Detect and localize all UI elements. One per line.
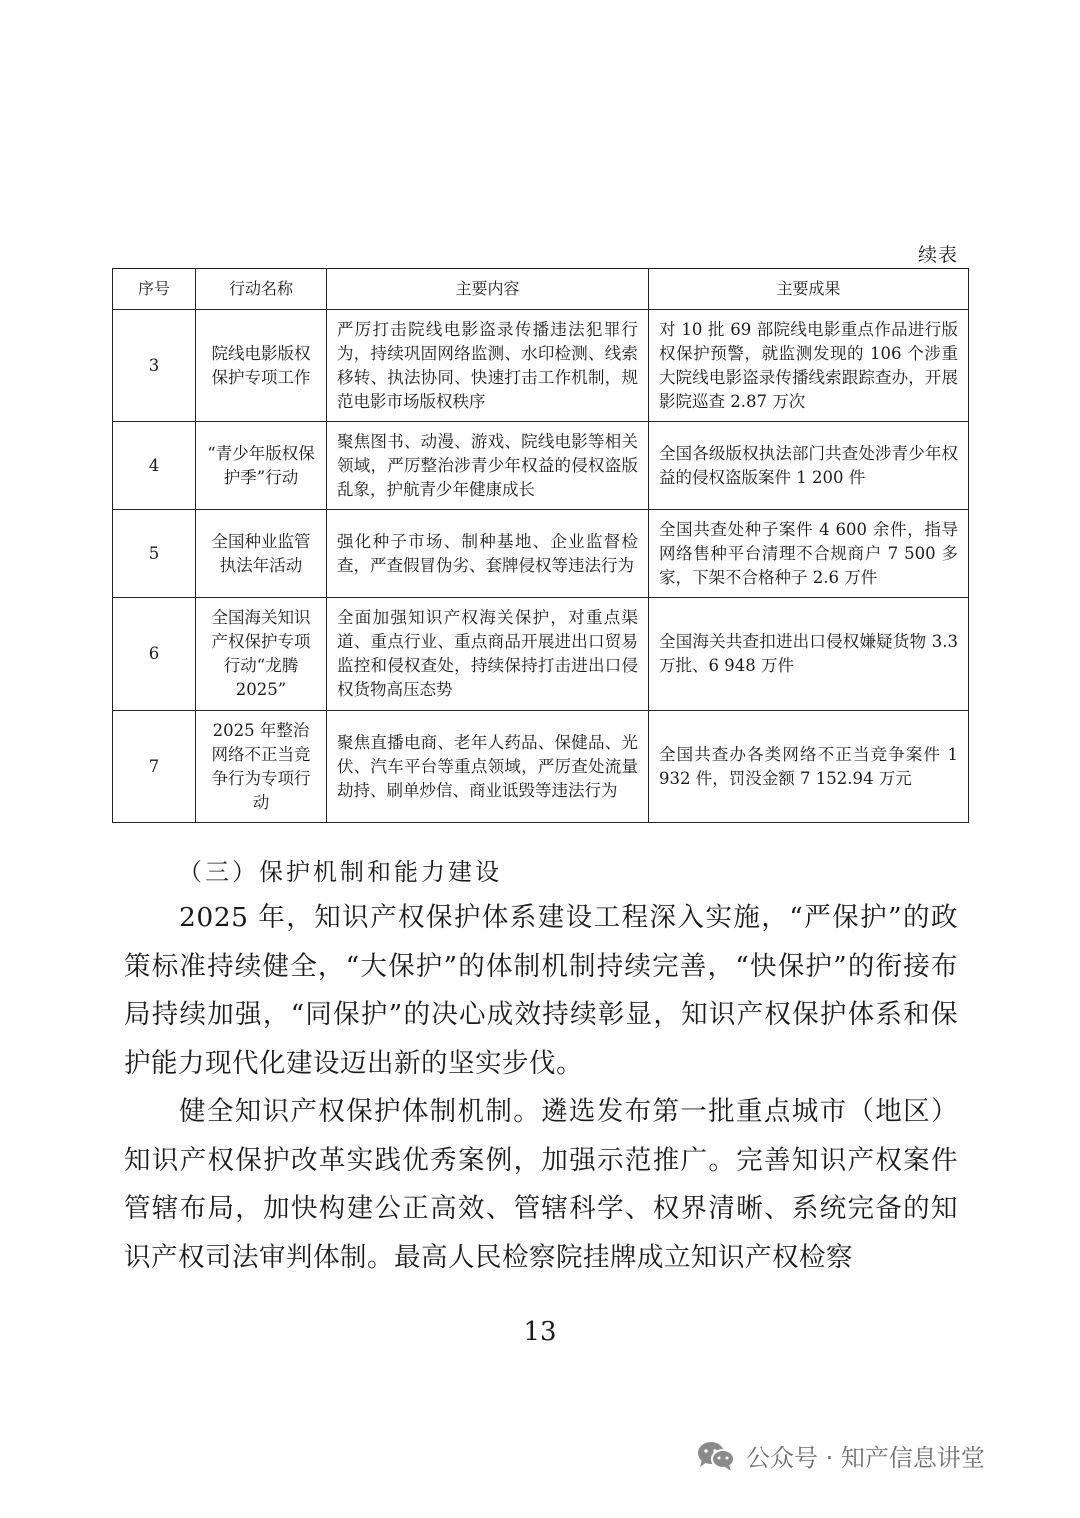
row-result: 全国共查处种子案件 4 600 余件，指导网络售种平台清理不合规商户 7 500 多家，下架不合格种子 2.6 万件 [649,510,969,598]
table-row [113,510,969,598]
row-index: 7 [113,711,196,823]
watermark [696,1438,985,1473]
wechat-icon [696,1440,736,1472]
row-content: 聚焦图书、动漫、游戏、院线电影等相关领域，严厉整治涉青少年权益的侵权盗版乱象，护航青少年健康成长 [327,422,649,510]
row-index: 4 [113,422,196,510]
section-heading: （三）保护机制和能力建设 [178,858,502,886]
body-paragraph: 2025 年，知识产权保护体系建设工程深入实施，“严保护”的政策标准持续健全，“大保护”的体制机制持续完善，“快保护”的衔接布局持续加强，“同保护”的决心成效持续彰显，知识产权保护体系和保护能力现代化建设迈出新的坚实步伐。 [124,902,958,1079]
row-content: 严厉打击院线电影盗录传播违法犯罪行为，持续巩固网络监测、水印检测、线索移转、执法协同、快速打击工作机制，规范电影市场版权秩序 [327,310,649,422]
header-main-content: 主要内容 [327,269,649,310]
table-header-row [113,269,969,310]
table-row [113,598,969,711]
header-index: 序号 [113,269,196,310]
row-action-name: 全国种业监管执法年活动 [196,510,327,598]
row-result: 全国共查办各类网络不正当竞争案件 1 932 件，罚没金额 7 152.94 万元 [649,711,969,823]
continued-table-label: 续表 [917,244,958,266]
body-paragraph: 健全知识产权保护体制机制。遴选发布第一批重点城市（地区）知识产权保护改革实践优秀案例，加强示范推广。完善知识产权案件管辖布局，加快构建公正高效、管辖科学、权界清晰、系统完备的知识产权司法审判体制。最高人民检察院挂牌成立知识产权检察 [124,1096,958,1273]
row-action-name: 院线电影版权保护专项工作 [196,310,327,422]
actions-table [112,268,969,823]
row-action-name: 全国海关知识产权保护专项行动“龙腾 2025” [196,598,327,711]
row-action-name: 2025 年整治网络不正当竞争行为专项行动 [196,711,327,823]
page-number: 13 [523,1317,557,1347]
watermark-text: 公众号 · 知产信息讲堂 [746,1444,985,1472]
row-result: 全国海关共查扣进出口侵权嫌疑货物 3.3 万批、6 948 万件 [649,598,969,711]
row-index: 5 [113,510,196,598]
header-action-name: 行动名称 [196,269,327,310]
row-index: 6 [113,598,196,711]
row-result: 全国各级版权执法部门共查处涉青少年权益的侵权盗版案件 1 200 件 [649,422,969,510]
table-row [113,310,969,422]
row-content: 强化种子市场、制种基地、企业监督检查，严查假冒伪劣、套牌侵权等违法行为 [327,510,649,598]
header-main-result: 主要成果 [649,269,969,310]
row-result: 对 10 批 69 部院线电影重点作品进行版权保护预警，就监测发现的 106 个涉重大院线电影盗录传播线索跟踪查办，开展影院巡查 2.87 万次 [649,310,969,422]
table-row [113,711,969,823]
row-index: 3 [113,310,196,422]
table-row [113,422,969,510]
row-action-name: “青少年版权保护季”行动 [196,422,327,510]
row-content: 聚焦直播电商、老年人药品、保健品、光伏、汽车平台等重点领域，严厉查处流量劫持、刷单炒信、商业诋毁等违法行为 [327,711,649,823]
row-content: 全面加强知识产权海关保护，对重点渠道、重点行业、重点商品开展进出口贸易监控和侵权查处，持续保持打击进出口侵权货物高压态势 [327,598,649,711]
